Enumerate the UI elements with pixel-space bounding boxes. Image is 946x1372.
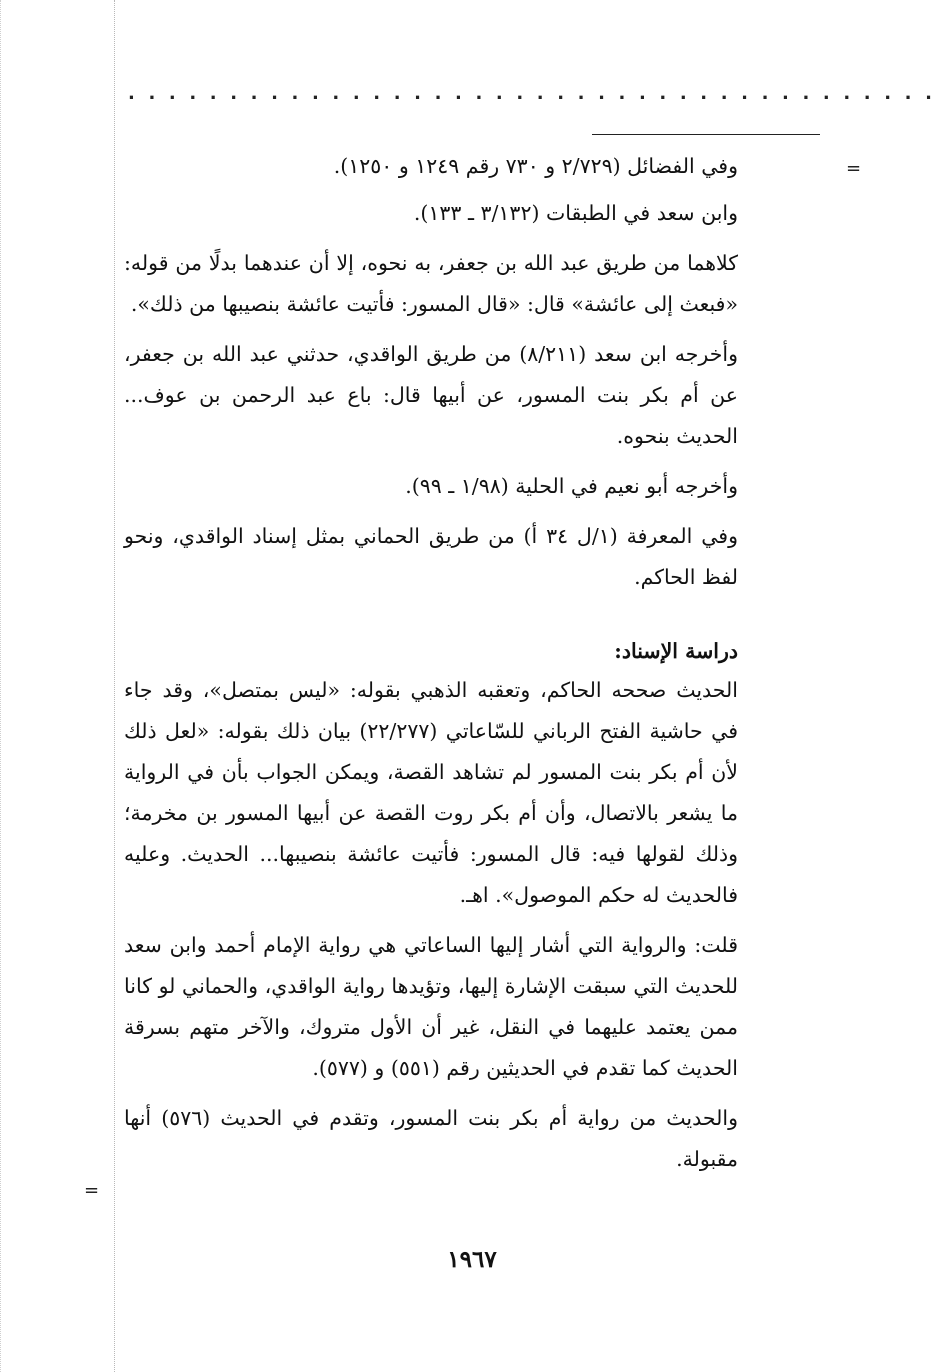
dotted-separator: ........................................: [128, 83, 946, 104]
page-number: ١٩٦٧: [447, 1246, 497, 1273]
page-edge: [0, 0, 3, 1372]
paragraph-ibn-saad-waqidi: وأخرجه ابن سعد (٨/٢١١) من طريق الواقدي، حدثني عبد الله بن جعفر، عن أم بكر بنت المسور، عن أبيها قال: باع عبد الرحمن بن عوف... الحديث بنحوه.: [124, 342, 738, 448]
margin-continuation-mark-top: =: [846, 158, 862, 179]
paragraph-hakim-dhahabi: الحديث صححه الحاكم، وتعقبه الذهبي بقوله: «ليس بمتصل»، وقد جاء في حاشية الفتح الرباني للسّاعاتي (٢٢/٢٧٧) بيان ذلك بقوله: «لعل ذلك لأن أم بكر بنت المسور لم تشاهد القصة، ويمكن الجواب بأن في الرواية ما يشعر بالاتصال، وأن أم بكر روت القصة عن أبيها المسور بن مخرمة؛ وذلك لقولها فيه: قال المسور: فأتيت عائشة بنصيبها... الحديث. وعليه فالحديث له حكم الموصول». اهـ.: [124, 678, 738, 907]
footnote-rule: [592, 134, 820, 135]
paragraph-marifa: وفي المعرفة (١/ل ٣٤ أ) من طريق الحماني بمثل إسناد الواقدي، ونحو لفظ الحاكم.: [124, 524, 738, 589]
paragraph-author-comment: قلت: والرواية التي أشار إليها الساعاتي هي رواية الإمام أحمد وابن سعد للحديث التي سبقت الإشارة إليها، وتؤيدها رواية الواقدي، والحماني لو كانا ممن يعتمد عليهما في النقل، غير أن الأول متروك، والآخر متهم بسرقة الحديث كما تقدم في الحديثين رقم (٥٥١) و (٥٧٧).: [124, 933, 738, 1080]
paragraph-umm-bakr: والحديث من رواية أم بكر بنت المسور، وتقدم في الحديث (٥٧٦) أنها مقبولة.: [124, 1106, 738, 1171]
section-heading-isnad-study: دراسة الإسناد:: [614, 639, 738, 663]
paragraph-abu-nuaym: وأخرجه أبو نعيم في الحلية (١/٩٨ ـ ٩٩).: [405, 474, 738, 498]
paragraph-fadail: وفي الفضائل (٢/٧٢٩ و ٧٣٠ رقم ١٢٤٩ و ١٢٥٠).: [333, 154, 738, 178]
page-body: [124, 146, 738, 1180]
margin-continuation-mark-bottom: =: [84, 1180, 100, 1201]
binding-gutter-line: [114, 0, 115, 1372]
paragraph-ibn-saad: وابن سعد في الطبقات (٣/١٣٢ ـ ١٣٣).: [413, 201, 738, 225]
paragraph-both-from-abdullah: كلاهما من طريق عبد الله بن جعفر، به نحوه، إلا أن عندهما بدلًا من قوله: «فبعث إلى عائشة» قال: «قال المسور: فأتيت عائشة بنصيبها من ذلك».: [124, 251, 738, 316]
